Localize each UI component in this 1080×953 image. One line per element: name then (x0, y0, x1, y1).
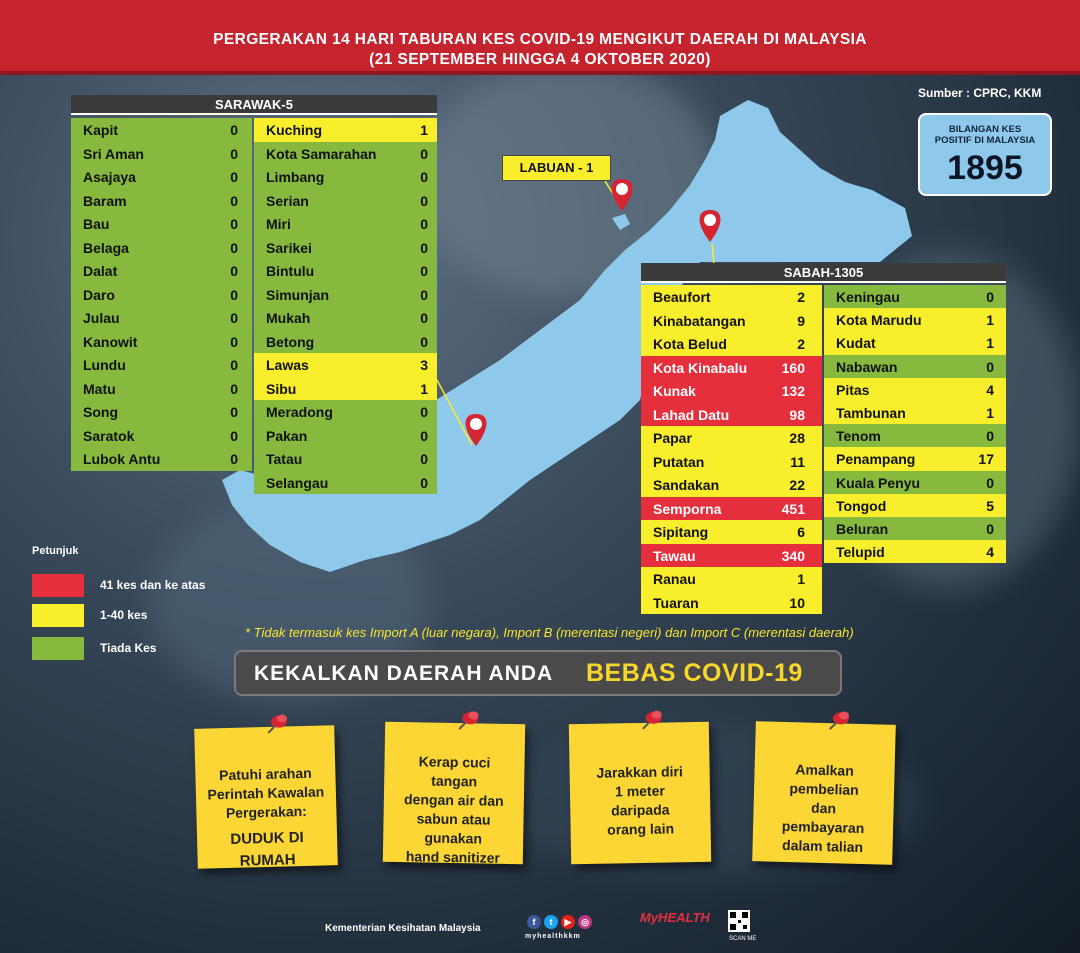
legend-swatch-green (32, 637, 84, 660)
district-cases: 0 (420, 404, 428, 420)
legend (32, 545, 206, 655)
district-cases: 0 (230, 169, 238, 185)
district-cases: 0 (230, 239, 238, 256)
district-cases: 4 (986, 544, 994, 561)
district-row (641, 497, 822, 521)
district-name: Sandakan (653, 477, 720, 493)
pushpin-icon (262, 712, 291, 735)
district-cases: 0 (420, 333, 428, 350)
district-name: Kuala Penyu (836, 474, 921, 491)
district-row (824, 285, 1006, 308)
district-name: Song (83, 404, 118, 420)
district-name: Julau (83, 310, 120, 326)
twitter-icon[interactable]: t (544, 915, 558, 929)
advice-line: dan (810, 799, 837, 817)
district-cases: 17 (978, 451, 994, 468)
instagram-icon[interactable]: ◎ (578, 915, 592, 929)
legend-label: 1-40 kes (100, 608, 148, 622)
district-name: Lundu (83, 357, 126, 373)
district-row (71, 283, 252, 307)
district-row (254, 353, 437, 377)
title-line-2: (21 SEPTEMBER HINGGA 4 OKTOBER 2020) (369, 51, 711, 68)
district-name: Kota Kinabalu (653, 359, 748, 376)
district-name: Limbang (266, 169, 325, 185)
district-name: Bau (83, 216, 110, 232)
district-cases: 2 (797, 289, 805, 305)
district-cases: 11 (790, 453, 805, 470)
district-cases: 0 (420, 169, 428, 185)
district-row (824, 424, 1006, 447)
facebook-icon[interactable]: f (527, 915, 541, 929)
import-note: * Tidak termasuk kes Import A (luar negara), Import B (merentasi negeri) dan Import C (merentasi daerah) (245, 625, 854, 640)
district-cases: 0 (420, 451, 428, 467)
district-name: Keningau (836, 289, 900, 305)
district-row (824, 471, 1006, 494)
district-cases: 2 (797, 336, 805, 352)
district-name: Kuching (266, 122, 322, 138)
district-name: Saratok (83, 427, 135, 444)
district-name: Tuaran (653, 594, 699, 611)
district-name: Dalat (83, 263, 118, 279)
social-handle: myhealthkkm (525, 933, 581, 940)
sabah-title: SABAH-1305 (641, 263, 1006, 283)
district-cases: 0 (230, 380, 238, 397)
district-row (71, 447, 252, 471)
district-cases: 0 (986, 474, 994, 491)
district-cases: 0 (230, 216, 238, 232)
district-name: Semporna (653, 500, 722, 517)
district-row (71, 118, 252, 142)
district-row (641, 332, 822, 356)
district-row (254, 424, 437, 448)
district-row (254, 330, 437, 354)
advice-line: Pergerakan: (225, 802, 308, 822)
legend-swatch-red (32, 574, 84, 597)
district-name: Kanowit (83, 333, 138, 350)
district-row (71, 165, 252, 189)
district-row (824, 540, 1006, 563)
total-cases-box (918, 113, 1052, 196)
district-row (641, 356, 822, 380)
legend-swatch-yellow (32, 604, 84, 627)
district-row (71, 377, 252, 401)
qr-code-icon[interactable] (728, 910, 750, 932)
district-name: Mukah (266, 310, 311, 326)
district-cases: 0 (420, 286, 428, 303)
district-row (641, 450, 822, 474)
district-name: Papar (653, 430, 692, 446)
advice-note (569, 722, 711, 864)
district-name: Beaufort (653, 289, 711, 305)
advice-note (194, 725, 338, 869)
advice-note (383, 722, 525, 864)
slogan-banner (234, 650, 842, 696)
district-name: Betong (266, 333, 315, 350)
advice-line: RUMAH (239, 851, 296, 870)
location-pin-icon (612, 179, 633, 211)
district-cases: 1 (986, 405, 994, 421)
district-row (641, 285, 822, 309)
advice-line: pembelian (789, 780, 859, 798)
district-name: Ranau (653, 571, 696, 587)
advice-line: Kerap cuci (418, 753, 491, 771)
district-cases: 340 (781, 547, 805, 564)
advice-line: sabun atau (416, 810, 491, 828)
district-cases: 0 (230, 427, 238, 444)
district-name: Meradong (266, 404, 333, 420)
labuan-island (612, 214, 630, 230)
district-name: Kapit (83, 122, 118, 138)
district-cases: 160 (781, 359, 805, 376)
district-name: Tongod (836, 497, 887, 514)
district-cases: 1 (986, 312, 994, 329)
district-cases: 451 (781, 500, 805, 517)
district-name: Tatau (266, 451, 303, 467)
district-row (254, 165, 437, 189)
pushpin-icon (453, 709, 481, 731)
district-name: Sri Aman (83, 145, 144, 162)
district-name: Baram (83, 192, 127, 209)
ministry-name: Kementerian Kesihatan Malaysia (325, 923, 481, 934)
footer (0, 905, 1080, 953)
district-cases: 0 (230, 310, 238, 326)
district-name: Telupid (836, 544, 885, 561)
title-line-1: PERGERAKAN 14 HARI TABURAN KES COVID-19 MENGIKUT DAERAH DI MALAYSIA (213, 31, 867, 48)
advice-line: 1 meter (614, 782, 666, 800)
district-cases: 22 (789, 477, 805, 493)
advice-line: daripada (610, 801, 670, 819)
district-cases: 0 (420, 474, 428, 491)
district-name: Miri (266, 216, 291, 232)
district-name: Asajaya (83, 169, 136, 185)
district-row (641, 426, 822, 450)
advice-note (752, 721, 896, 865)
district-cases: 0 (230, 122, 238, 138)
district-row (641, 379, 822, 403)
district-cases: 0 (230, 451, 238, 467)
district-row (71, 330, 252, 354)
district-cases: 1 (420, 122, 428, 138)
district-cases: 0 (420, 427, 428, 444)
district-row (641, 567, 822, 591)
district-row (824, 401, 1006, 424)
district-name: Beluran (836, 521, 889, 537)
district-name: Tawau (653, 547, 696, 564)
district-row (641, 309, 822, 333)
district-cases: 1 (420, 380, 428, 397)
sarawak-title: SARAWAK-5 (71, 95, 437, 115)
district-name: Sibu (266, 380, 297, 397)
district-name: Nabawan (836, 358, 898, 375)
district-cases: 0 (230, 286, 238, 303)
district-name: Tenom (836, 428, 881, 445)
district-row (824, 517, 1006, 540)
district-row (71, 189, 252, 213)
pushpin-icon (637, 709, 665, 731)
district-cases: 0 (420, 216, 428, 232)
district-cases: 0 (986, 428, 994, 445)
advice-line: tangan (431, 772, 478, 790)
youtube-icon[interactable]: ▶ (561, 915, 575, 929)
district-cases: 5 (986, 497, 994, 514)
district-cases: 0 (986, 358, 994, 375)
legend-title: Petunjuk (32, 545, 79, 557)
sabah-table (641, 263, 1006, 615)
district-cases: 0 (420, 239, 428, 256)
district-cases: 9 (797, 312, 805, 329)
district-cases: 0 (230, 333, 238, 350)
district-name: Matu (83, 380, 116, 397)
district-cases: 4 (986, 381, 994, 398)
district-row (824, 331, 1006, 354)
district-row (71, 259, 252, 283)
district-row (71, 400, 252, 424)
district-cases: 1 (797, 571, 805, 587)
district-row (641, 520, 822, 544)
district-name: Simunjan (266, 286, 330, 303)
district-name: Lubok Antu (83, 451, 161, 467)
advice-line: gunakan (424, 829, 483, 847)
district-name: Kudat (836, 335, 876, 352)
district-name: Kota Belud (653, 336, 727, 352)
district-cases: 0 (420, 192, 428, 209)
district-row (71, 353, 252, 377)
district-row (71, 306, 252, 330)
district-cases: 0 (230, 263, 238, 279)
district-cases: 98 (789, 406, 805, 423)
advice-line: dengan air dan (403, 791, 504, 809)
sarawak-table (71, 95, 437, 495)
legend-label: 41 kes dan ke atas (100, 578, 206, 592)
scan-me-label: SCAN ME (729, 936, 757, 942)
district-row (254, 142, 437, 166)
slogan-text: KEKALKAN DAERAH ANDA (254, 662, 554, 685)
advice-line: pembayaran (781, 817, 865, 837)
advice-line: Perintah Kawalan (207, 783, 325, 803)
advice-line: orang lain (607, 820, 675, 838)
district-name: Serian (266, 192, 309, 209)
district-row (254, 447, 437, 471)
district-cases: 0 (986, 289, 994, 305)
district-row (71, 424, 252, 448)
district-name: Penampang (836, 451, 916, 468)
district-row (254, 377, 437, 401)
district-cases: 28 (789, 430, 805, 446)
district-row (254, 236, 437, 260)
district-row (254, 283, 437, 307)
district-row (71, 142, 252, 166)
advice-line: hand sanitizer (405, 848, 501, 866)
district-row (254, 212, 437, 236)
myhealth-logo: MyHEALTH (640, 910, 710, 925)
district-row (254, 400, 437, 424)
district-name: Selangau (266, 474, 329, 491)
total-label-2: POSITIF DI MALAYSIA (934, 135, 1036, 146)
district-name: Tambunan (836, 405, 906, 421)
district-row (254, 306, 437, 330)
district-row (641, 591, 822, 615)
district-cases: 0 (230, 404, 238, 420)
district-row (824, 378, 1006, 401)
district-name: Bintulu (266, 263, 315, 279)
district-row (824, 494, 1006, 517)
district-cases: 1 (986, 335, 994, 352)
advice-line: DUDUK DI (230, 829, 304, 848)
district-name: Lawas (266, 357, 309, 373)
district-row (824, 355, 1006, 378)
legend-label: Tiada Kes (100, 641, 157, 655)
slogan-highlight: BEBAS COVID-19 (586, 659, 803, 687)
district-cases: 0 (420, 310, 428, 326)
district-name: Belaga (83, 239, 129, 256)
district-row (824, 308, 1006, 331)
district-row (71, 212, 252, 236)
district-name: Sarikei (266, 239, 312, 256)
district-cases: 3 (420, 357, 428, 373)
pushpin-icon (824, 709, 853, 732)
district-row (824, 447, 1006, 470)
district-name: Pitas (836, 381, 870, 398)
district-cases: 132 (781, 383, 805, 399)
district-row (641, 473, 822, 497)
district-cases: 0 (230, 357, 238, 373)
district-name: Pakan (266, 427, 308, 444)
district-row (254, 259, 437, 283)
district-name: Kota Marudu (836, 312, 922, 329)
district-row (254, 189, 437, 213)
advice-line: dalam talian (781, 836, 864, 856)
district-name: Daro (83, 286, 115, 303)
district-cases: 0 (420, 263, 428, 279)
district-row (254, 118, 437, 142)
district-row (641, 403, 822, 427)
source-text: Sumber : CPRC, KKM (918, 86, 1042, 100)
district-row (254, 471, 437, 495)
district-name: Putatan (653, 453, 705, 470)
district-name: Lahad Datu (653, 406, 730, 423)
district-cases: 0 (420, 145, 428, 162)
district-name: Sipitang (653, 524, 709, 540)
advice-line: Jarakkan diri (596, 763, 683, 781)
district-name: Kinabatangan (653, 312, 746, 329)
district-cases: 0 (986, 521, 994, 537)
district-cases: 0 (230, 145, 238, 162)
advice-line: Amalkan (795, 761, 854, 779)
district-cases: 0 (230, 192, 238, 209)
district-row (71, 236, 252, 260)
advice-line: Patuhi arahan (218, 764, 312, 784)
labuan-label: LABUAN - 1 (502, 155, 611, 181)
district-row (641, 544, 822, 568)
district-name: Kota Samarahan (266, 145, 377, 162)
district-cases: 10 (789, 594, 805, 611)
total-label-1: BILANGAN KES (948, 124, 1022, 135)
total-cases-value: 1895 (947, 149, 1023, 187)
district-name: Kunak (653, 383, 696, 399)
district-cases: 6 (797, 524, 805, 540)
